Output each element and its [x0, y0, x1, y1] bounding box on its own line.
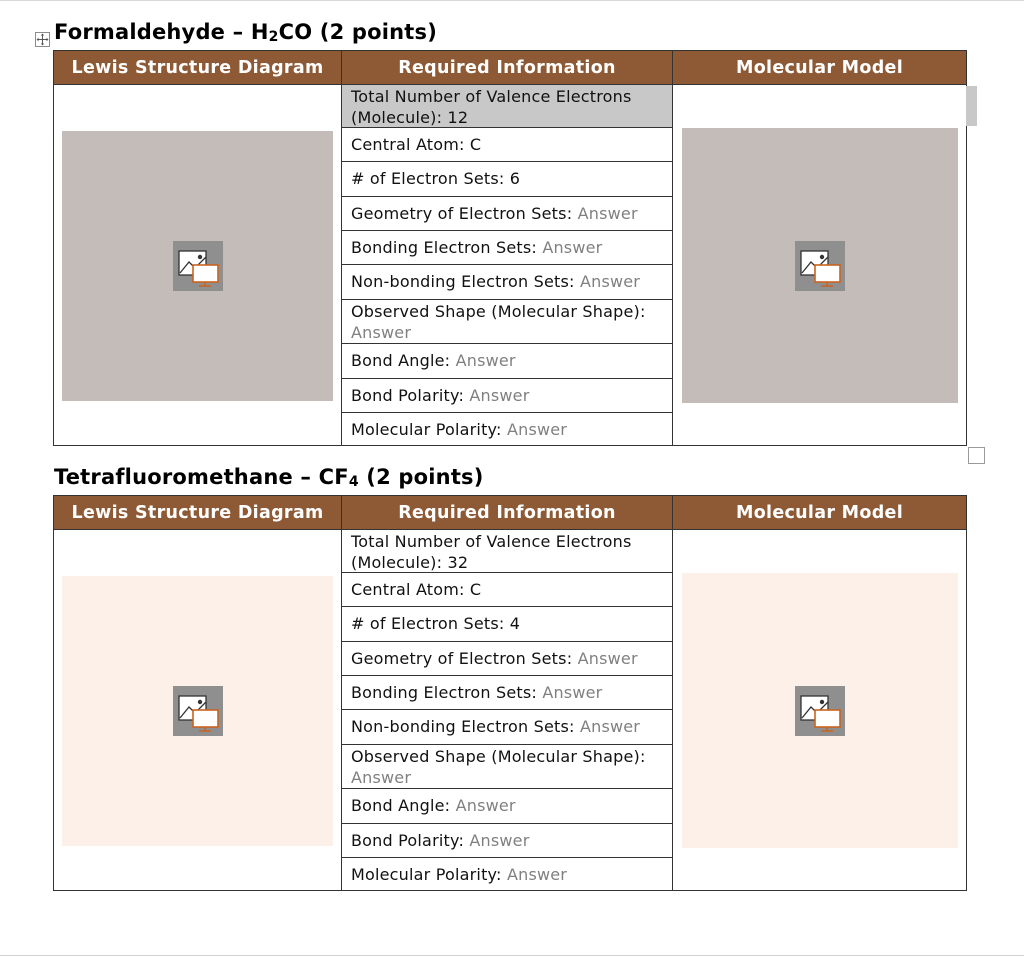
req-label: Total Number of Valence Electrons (Molecule): 12 — [351, 87, 632, 127]
req-label: Non-bonding Electron Sets: — [351, 272, 575, 291]
compound-name: Tetrafluoromethane — [54, 465, 293, 489]
answer-placeholder[interactable]: Answer — [455, 796, 516, 815]
picture-placeholder-icon — [795, 686, 845, 736]
req-row-electron-sets[interactable] — [342, 162, 672, 197]
req-row-molecular-polarity[interactable] — [342, 858, 672, 891]
req-label: Non-bonding Electron Sets: — [351, 717, 575, 736]
req-row-bond-polarity[interactable] — [342, 379, 672, 413]
picture-placeholder-icon — [795, 241, 845, 291]
req-row-valence-electrons[interactable] — [342, 530, 672, 573]
formaldehyde-table — [53, 50, 967, 446]
req-row-nonbonding[interactable] — [342, 265, 672, 300]
answer-placeholder[interactable]: Answer — [506, 864, 568, 884]
req-label: # of Electron Sets: 4 — [351, 614, 521, 633]
req-label: Molecular Polarity: — [351, 419, 502, 439]
answer-placeholder[interactable]: Answer — [351, 323, 412, 342]
req-row-electron-sets[interactable] — [342, 607, 672, 642]
header-molecular-model: Molecular Model — [673, 496, 966, 530]
req-row-valence-electrons[interactable] — [342, 85, 672, 128]
page-top-edge — [0, 0, 1024, 1]
answer-placeholder[interactable]: Answer — [351, 768, 412, 787]
req-row-observed-shape[interactable] — [342, 300, 672, 344]
lewis-structure-image[interactable] — [62, 131, 333, 401]
formula-part: CO — [278, 20, 313, 44]
row-selection-marker — [966, 86, 977, 126]
req-label: Central Atom: C — [351, 579, 482, 599]
header-molecular-model: Molecular Model — [673, 51, 966, 85]
title-dash: – — [225, 20, 251, 44]
header-required-information: Required Information — [342, 496, 673, 530]
req-label: Total Number of Valence Electrons (Molecule): 32 — [351, 532, 632, 572]
answer-placeholder[interactable]: Answer — [542, 237, 603, 257]
required-information-list — [342, 85, 672, 446]
req-row-nonbonding[interactable] — [342, 710, 672, 745]
answer-placeholder[interactable]: Answer — [469, 830, 530, 850]
formula-subscript: 4 — [348, 474, 359, 490]
req-label: # of Electron Sets: 6 — [351, 169, 521, 188]
answer-placeholder[interactable]: Answer — [542, 682, 603, 702]
header-lewis-structure: Lewis Structure Diagram — [54, 496, 342, 530]
req-label: Geometry of Electron Sets: — [351, 648, 573, 668]
points-label: (2 points) — [312, 20, 438, 44]
answer-placeholder[interactable]: Answer — [455, 351, 516, 370]
header-required-information: Required Information — [342, 51, 673, 85]
req-row-bonding[interactable] — [342, 676, 672, 710]
picture-placeholder-icon — [173, 241, 223, 291]
lewis-structure-image[interactable] — [62, 576, 333, 846]
molecular-model-image[interactable] — [682, 573, 958, 848]
req-label: Central Atom: C — [351, 134, 482, 154]
table-resize-icon[interactable] — [968, 447, 985, 464]
molecular-model-image[interactable] — [682, 128, 958, 403]
req-row-central-atom[interactable] — [342, 573, 672, 607]
formula-subscript: 2 — [268, 29, 279, 45]
required-information-list — [342, 530, 672, 891]
req-label: Bonding Electron Sets: — [351, 237, 538, 257]
column-divider — [672, 530, 673, 890]
table-move-icon[interactable] — [35, 32, 50, 47]
section-title-tetrafluoromethane — [54, 465, 484, 490]
header-lewis-structure: Lewis Structure Diagram — [54, 51, 342, 85]
formula-part: CF — [318, 465, 349, 489]
req-label: Bond Polarity: — [351, 385, 465, 405]
req-row-geometry[interactable] — [342, 642, 672, 676]
req-row-bond-polarity[interactable] — [342, 824, 672, 858]
compound-name: Formaldehyde — [54, 20, 226, 44]
answer-placeholder[interactable]: Answer — [579, 272, 641, 291]
req-row-bond-angle[interactable] — [342, 789, 672, 824]
answer-placeholder[interactable]: Answer — [577, 648, 638, 668]
picture-placeholder-icon — [173, 686, 223, 736]
req-row-observed-shape[interactable] — [342, 745, 672, 789]
req-row-bonding[interactable] — [342, 231, 672, 265]
formula-part: H — [250, 20, 269, 44]
req-label: Molecular Polarity: — [351, 864, 502, 884]
answer-placeholder[interactable]: Answer — [469, 385, 530, 405]
req-row-central-atom[interactable] — [342, 128, 672, 162]
answer-placeholder[interactable]: Answer — [506, 419, 568, 439]
req-label: Observed Shape (Molecular Shape): — [351, 302, 646, 321]
req-label: Geometry of Electron Sets: — [351, 203, 573, 223]
column-divider — [672, 85, 673, 445]
req-label: Observed Shape (Molecular Shape): — [351, 747, 646, 766]
answer-placeholder[interactable]: Answer — [577, 203, 638, 223]
title-dash: – — [292, 465, 319, 489]
req-label: Bond Angle: — [351, 351, 451, 370]
answer-placeholder[interactable]: Answer — [579, 717, 641, 736]
req-label: Bond Polarity: — [351, 830, 465, 850]
req-row-geometry[interactable] — [342, 197, 672, 231]
req-row-molecular-polarity[interactable] — [342, 413, 672, 446]
req-label: Bond Angle: — [351, 796, 451, 815]
points-label: (2 points) — [358, 465, 484, 489]
section-title-formaldehyde — [54, 20, 437, 45]
req-label: Bonding Electron Sets: — [351, 682, 538, 702]
tetrafluoromethane-table — [53, 495, 967, 891]
page-bottom-edge — [0, 955, 1024, 956]
req-row-bond-angle[interactable] — [342, 344, 672, 379]
